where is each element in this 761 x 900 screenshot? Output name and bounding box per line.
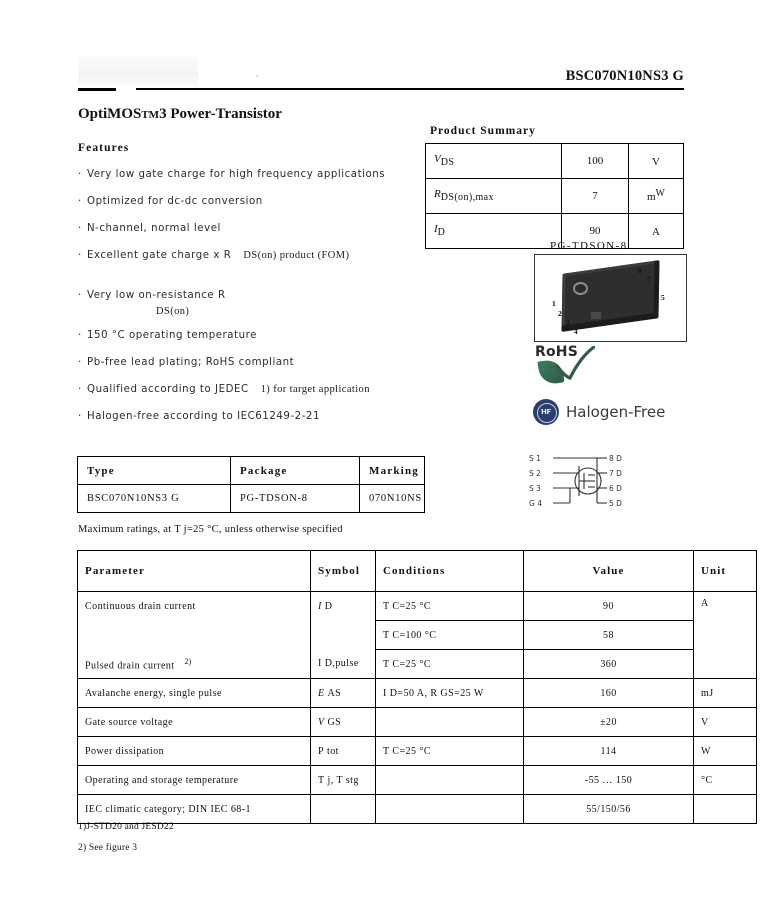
package-pin-5: 5	[661, 293, 665, 302]
header-rule-left	[78, 88, 116, 91]
cell-value: 58	[524, 621, 694, 650]
table-row	[78, 592, 757, 621]
unit-superscript: W	[655, 188, 665, 200]
list-item	[78, 410, 428, 437]
cell-parameter: Avalanche energy, single pulse	[78, 679, 311, 708]
cell-unit: °C	[694, 766, 757, 795]
cell-condition: T C=25 °C	[376, 650, 524, 679]
title-trademark: TM	[141, 109, 160, 121]
cell-value: 160	[524, 679, 694, 708]
header-rule-right	[136, 88, 684, 90]
part-number: BSC070N10NS3 G	[565, 68, 684, 84]
package-label: PG-TDSON-8	[550, 240, 628, 252]
pin-configuration-diagram	[527, 446, 631, 520]
cell-symbol	[311, 650, 376, 679]
cell-parameter: Continuous drain current	[78, 592, 311, 621]
list-item	[78, 168, 428, 195]
unit-main: A	[652, 226, 660, 239]
bullet-icon: ·	[78, 250, 82, 261]
symbol-subscript: DS(on),max	[440, 192, 494, 204]
col-header-unit: Unit	[694, 551, 757, 592]
cell-parameter: Power dissipation	[78, 737, 311, 766]
symbol-subscript: tot	[326, 745, 339, 757]
cell-value: ±20	[524, 708, 694, 737]
cell-condition	[376, 708, 524, 737]
bullet-icon: ·	[78, 411, 82, 422]
col-header-conditions: Conditions	[376, 551, 524, 592]
cell-parameter	[78, 650, 311, 679]
list-item	[78, 222, 428, 249]
cell-value: 90	[524, 592, 694, 621]
package-pin-2: 2	[558, 309, 562, 318]
title-pre: OptiMOS	[78, 106, 142, 122]
halogen-free-badge-icon	[533, 399, 559, 425]
cell-condition: T C=25 °C	[376, 737, 524, 766]
feature-subscript: DS(on) product (FOM)	[243, 250, 350, 261]
cell-condition	[376, 766, 524, 795]
unit-main: m	[646, 191, 656, 204]
symbol-subscript: GS	[327, 716, 342, 728]
cell-symbol	[311, 679, 376, 708]
cell-symbol	[311, 708, 376, 737]
package-pin-1: 1	[552, 299, 556, 308]
cell-condition: T C=25 °C	[376, 592, 524, 621]
symbol-subscript: DS	[440, 157, 455, 169]
cell-parameter	[78, 621, 311, 650]
symbol-main: V	[434, 153, 441, 166]
product-summary-table	[425, 143, 684, 249]
cell-symbol	[311, 592, 376, 621]
table-row	[426, 144, 684, 179]
symbol-main: P	[318, 745, 325, 757]
cell-symbol	[311, 795, 376, 824]
table-row	[78, 795, 757, 824]
cell-value: 114	[524, 737, 694, 766]
cell-value: 360	[524, 650, 694, 679]
footnote-2: 2) See figure 3	[78, 843, 138, 853]
symbol-subscript: D	[437, 227, 446, 239]
col-header-value: Value	[524, 551, 694, 592]
cell-symbol	[311, 737, 376, 766]
title-post: 3 Power-Transistor	[159, 106, 282, 122]
ps-symbol-cell	[426, 214, 562, 249]
cell-unit: V	[694, 708, 757, 737]
maximum-ratings-table	[77, 550, 757, 824]
package-body-icon	[562, 260, 660, 332]
pin-label-s1: S 1	[529, 454, 541, 463]
symbol-main: T	[318, 774, 325, 786]
table-row	[78, 485, 425, 513]
bullet-icon: ·	[78, 330, 82, 341]
col-header-parameter: Parameter	[78, 551, 311, 592]
cell-symbol	[311, 766, 376, 795]
symbol-main: I	[318, 600, 322, 612]
package-pin-7: 7	[647, 275, 651, 284]
list-item	[78, 329, 428, 356]
ps-value-cell: 90	[562, 214, 629, 249]
max-ratings-caption: Maximum ratings, at T j=25 °C, unless otherwise specified	[78, 524, 343, 535]
list-item	[78, 356, 428, 383]
page-title	[78, 106, 282, 123]
ps-unit-cell	[629, 214, 684, 249]
table-header-row	[78, 457, 425, 485]
col-header-type: Type	[78, 457, 231, 485]
ps-symbol-cell	[426, 179, 562, 214]
cell-condition: T C=100 °C	[376, 621, 524, 650]
table-header-row	[78, 551, 757, 592]
check-icon	[555, 346, 595, 380]
page-header	[0, 0, 761, 96]
cell-unit	[694, 795, 757, 824]
cell-parameter: IEC climatic category; DIN IEC 68-1	[78, 795, 311, 824]
list-item	[78, 195, 428, 222]
list-item	[78, 383, 428, 410]
pin-label-s2: S 2	[529, 469, 541, 478]
symbol-main: V	[318, 716, 325, 728]
rohs-label: RoHS	[535, 344, 578, 360]
feature-subscript: DS(on)	[156, 306, 190, 317]
bullet-icon: ·	[78, 357, 82, 368]
ps-value-cell: 7	[562, 179, 629, 214]
pin-label-g4: G 4	[529, 499, 542, 508]
feature-text: N-channel, normal level	[87, 223, 221, 234]
cell-value: 55/150/56	[524, 795, 694, 824]
cell-unit: mJ	[694, 679, 757, 708]
cell-parameter: Gate source voltage	[78, 708, 311, 737]
vendor-logo-watermark	[78, 57, 198, 85]
feature-text: 150 °C operating temperature	[87, 330, 257, 341]
ps-value-cell: 100	[562, 144, 629, 179]
symbol-main: I	[434, 223, 438, 236]
pin-label-5d: 5 D	[609, 499, 622, 508]
cell-condition	[376, 795, 524, 824]
list-item	[78, 249, 428, 289]
symbol-main: I	[318, 658, 322, 670]
feature-text: Pb-free lead plating; RoHS compliant	[87, 357, 295, 368]
halogen-badge-text: HF	[540, 408, 552, 416]
package-pin-4: 4	[574, 327, 578, 336]
symbol-main: R	[434, 188, 441, 201]
footnotes	[78, 822, 174, 864]
cell-package: PG-TDSON-8	[231, 485, 360, 513]
package-pad-icon	[591, 312, 601, 319]
ps-unit-cell	[629, 179, 684, 214]
symbol-subscript: j, T stg	[327, 774, 359, 786]
type-package-marking-table	[77, 456, 425, 513]
pin-label-6d: 6 D	[609, 484, 622, 493]
feature-text: Optimized for dc-dc conversion	[87, 196, 263, 207]
bullet-icon: ·	[78, 384, 82, 395]
feature-text: Very low on-resistance R	[87, 290, 226, 301]
cell-symbol	[311, 621, 376, 650]
package-pin-8: 8	[638, 266, 642, 275]
cell-unit: W	[694, 737, 757, 766]
footnote-1: 1)J-STD20 and JESD22	[78, 822, 174, 832]
ps-unit-cell	[629, 144, 684, 179]
table-row	[78, 737, 757, 766]
package-pin-3: 3	[566, 318, 570, 327]
symbol-subscript: D	[324, 600, 333, 612]
halogen-free-logo	[533, 398, 665, 426]
symbol-main: E	[318, 687, 325, 699]
bullet-icon: ·	[78, 169, 82, 180]
cell-unit: A	[694, 592, 757, 679]
ps-symbol-cell	[426, 144, 562, 179]
bullet-icon: ·	[78, 290, 82, 301]
parameter-footnote-ref: 2)	[184, 656, 192, 666]
halogen-free-label: Halogen-Free	[566, 403, 666, 421]
pin-label-s3: S 3	[529, 484, 541, 493]
symbol-subscript: D,pulse	[324, 658, 359, 670]
unit-main: V	[652, 156, 660, 169]
logo-mark-artifact: •	[255, 71, 259, 83]
bullet-icon: ·	[78, 196, 82, 207]
feature-text: Excellent gate charge x R	[87, 250, 232, 261]
rohs-logo	[533, 344, 623, 386]
cell-type: BSC070N10NS3 G	[78, 485, 231, 513]
features-heading: Features	[78, 142, 130, 154]
table-row	[78, 766, 757, 795]
cell-parameter: Operating and storage temperature	[78, 766, 311, 795]
table-row	[78, 708, 757, 737]
package-photo	[534, 254, 687, 342]
col-header-marking: Marking	[360, 457, 425, 485]
parameter-text: Pulsed drain current	[85, 659, 175, 671]
cell-value: -55 … 150	[524, 766, 694, 795]
table-row	[78, 650, 757, 679]
pin-label-7d: 7 D	[609, 469, 622, 478]
feature-text: Qualified according to JEDEC	[87, 384, 249, 395]
cell-condition: I D=50 A, R GS=25 W	[376, 679, 524, 708]
col-header-package: Package	[231, 457, 360, 485]
feature-text: Halogen-free according to IEC61249-2-21	[87, 411, 320, 422]
table-row	[78, 621, 757, 650]
table-row	[78, 679, 757, 708]
symbol-subscript: AS	[327, 687, 342, 699]
features-list	[78, 168, 428, 437]
product-summary-heading: Product Summary	[430, 125, 536, 137]
feature-text: Very low gate charge for high frequency applications	[87, 169, 386, 180]
col-header-symbol: Symbol	[311, 551, 376, 592]
list-item	[78, 289, 428, 329]
table-row	[426, 179, 684, 214]
pin-label-8d: 8 D	[609, 454, 622, 463]
feature-footnote: 1) for target application	[260, 384, 370, 395]
pin1-dimple-icon	[573, 282, 588, 295]
bullet-icon: ·	[78, 223, 82, 234]
package-pin-6: 6	[655, 284, 659, 293]
cell-marking: 070N10NS	[360, 485, 425, 513]
